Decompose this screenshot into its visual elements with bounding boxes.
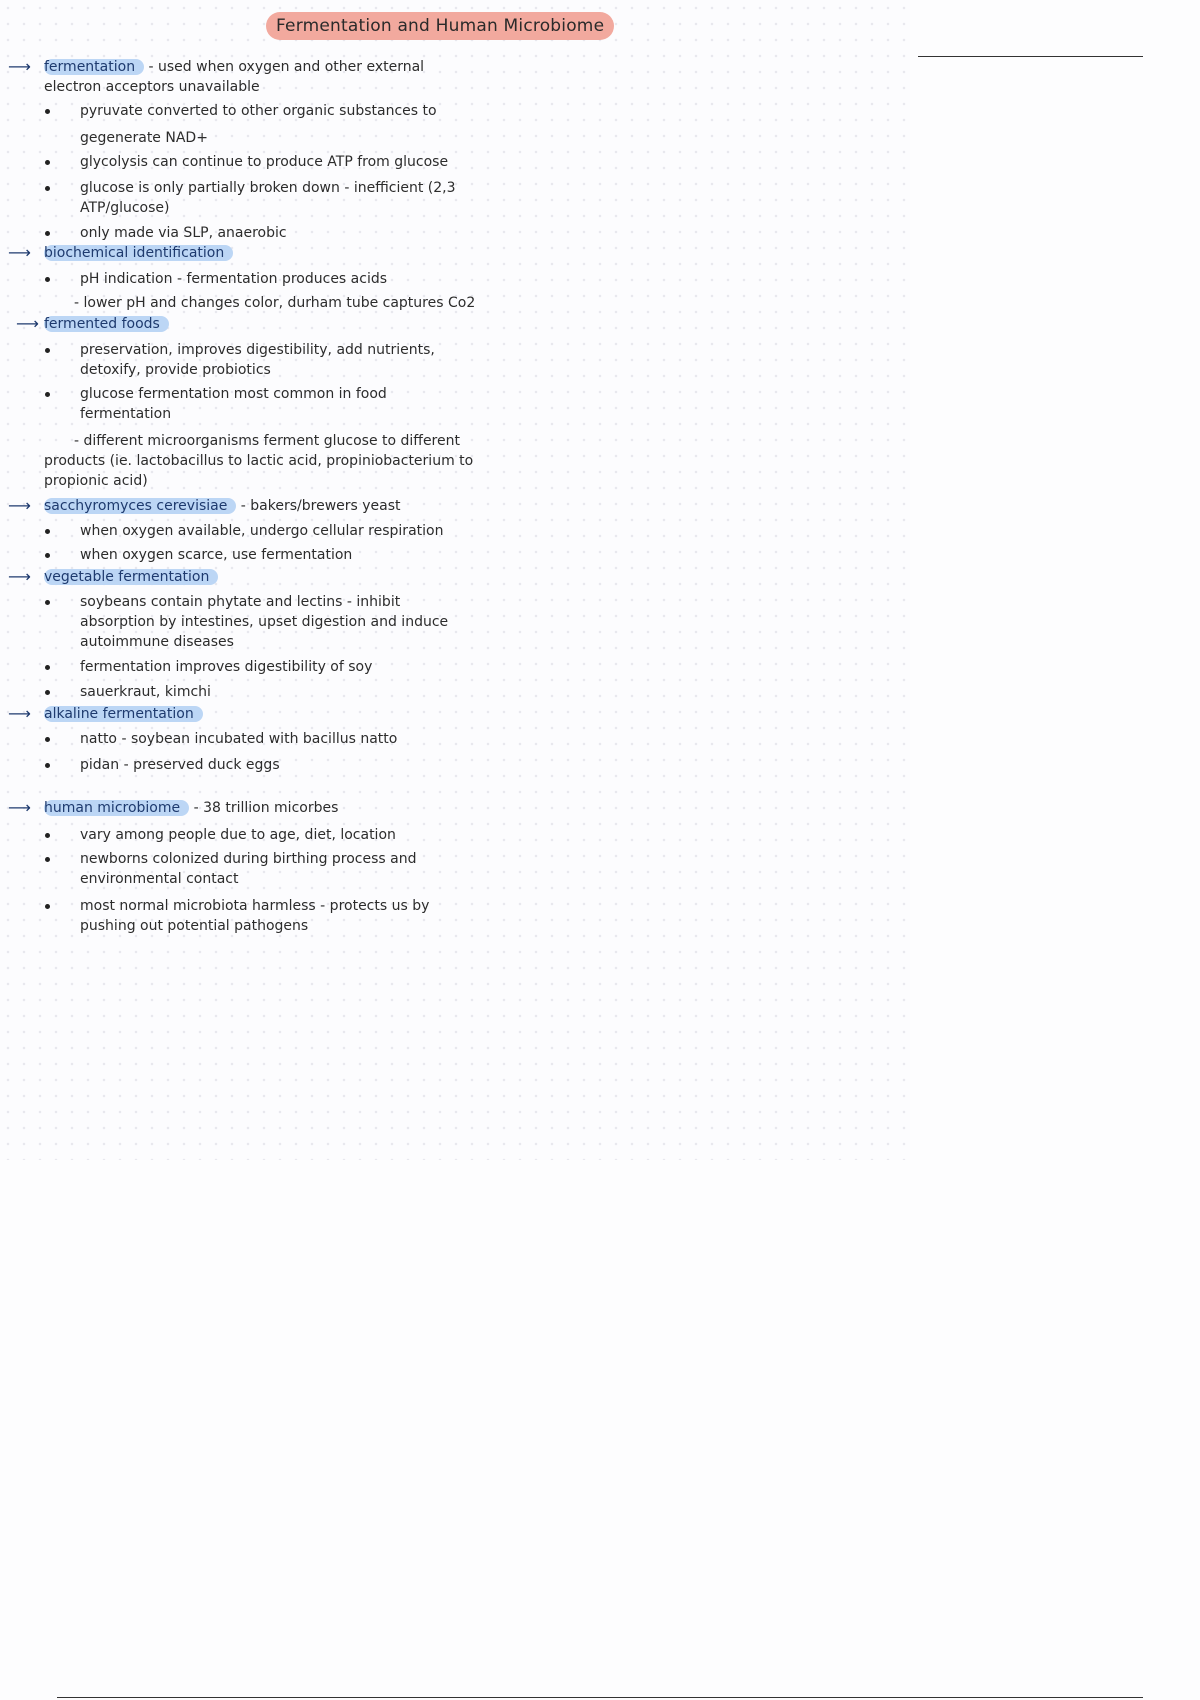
note-text: pyruvate converted to other organic substances to <box>80 103 437 119</box>
bullet-icon <box>45 904 50 909</box>
note-text: autoimmune diseases <box>80 634 234 650</box>
arrow-icon: ⟶ <box>8 496 31 515</box>
bullet-icon <box>45 392 50 397</box>
note-text: fermentation improves digestibility of soy <box>80 659 373 675</box>
bullet-icon <box>45 600 50 605</box>
note-text: when oxygen scarce, use fermentation <box>80 547 353 563</box>
bullet-icon <box>45 690 50 695</box>
bullet-icon <box>45 529 50 534</box>
note-text: glycolysis can continue to produce ATP from glucose <box>80 154 449 170</box>
note-text: detoxify, provide probiotics <box>80 362 271 378</box>
bullet-icon <box>45 348 50 353</box>
heading-line <box>44 798 338 818</box>
note-text: soybeans contain phytate and lectins - inhibit <box>80 594 401 610</box>
bullet-icon <box>45 737 50 742</box>
note-text: most normal microbiota harmless - protects us by <box>80 898 430 914</box>
note-text: fermentation <box>80 406 172 422</box>
note-text: glucose fermentation most common in food <box>80 386 387 402</box>
note-text: sauerkraut, kimchi <box>80 684 211 700</box>
margin-area <box>910 0 1200 1160</box>
heading-alkaline-fermentation: alkaline fermentation <box>44 706 203 722</box>
note-text: ATP/glucose) <box>80 200 170 216</box>
bullet-icon <box>45 231 50 236</box>
arrow-icon: ⟶ <box>16 314 39 333</box>
arrow-icon: ⟶ <box>8 798 31 817</box>
heading-line <box>44 496 401 516</box>
note-text: - different microorganisms ferment glucose to different <box>74 433 460 449</box>
note-text: natto - soybean incubated with bacillus natto <box>80 731 398 747</box>
note-text: gegenerate NAD+ <box>80 130 208 146</box>
heading-fermented-foods: fermented foods <box>44 316 169 332</box>
bullet-icon <box>45 553 50 558</box>
note-text: - lower pH and changes color, durham tube captures Co2 <box>74 295 476 311</box>
note-text: pidan - preserved duck eggs <box>80 757 280 773</box>
heading-line <box>44 704 203 724</box>
bottom-rule <box>57 1697 1143 1698</box>
note-text: propionic acid) <box>44 473 148 489</box>
note-text: newborns colonized during birthing process and <box>80 851 417 867</box>
heading-sacchyromyces-cerevisiae: sacchyromyces cerevisiae <box>44 498 236 514</box>
note-text: - used when oxygen and other external <box>148 59 425 75</box>
blank-page-area <box>0 1160 1200 1700</box>
bullet-icon <box>45 186 50 191</box>
arrow-icon: ⟶ <box>8 704 31 723</box>
bullet-icon <box>45 833 50 838</box>
note-text: when oxygen available, undergo cellular respiration <box>80 523 444 539</box>
heading-human-microbiome: human microbiome <box>44 800 189 816</box>
note-text: products (ie. lactobacillus to lactic acid, propiniobacterium to <box>44 453 474 469</box>
note-text: only made via SLP, anaerobic <box>80 225 287 241</box>
note-text: vary among people due to age, diet, location <box>80 827 396 843</box>
heading-line <box>44 57 424 77</box>
note-text: absorption by intestines, upset digestion and induce <box>80 614 449 630</box>
note-text: environmental contact <box>80 871 239 887</box>
note-text: - bakers/brewers yeast <box>240 498 401 514</box>
bullet-icon <box>45 763 50 768</box>
heading-fermentation: fermentation <box>44 59 144 75</box>
bullet-icon <box>45 277 50 282</box>
page-title: Fermentation and Human Microbiome <box>266 12 614 40</box>
heading-vegetable-fermentation: vegetable fermentation <box>44 569 218 585</box>
arrow-icon: ⟶ <box>8 57 31 76</box>
heading-line <box>44 314 169 334</box>
arrow-icon: ⟶ <box>8 243 31 262</box>
bullet-icon <box>45 109 50 114</box>
note-text: pushing out potential pathogens <box>80 918 309 934</box>
arrow-icon: ⟶ <box>8 567 31 586</box>
note-text: - 38 trillion micorbes <box>193 800 339 816</box>
bullet-icon <box>45 665 50 670</box>
heading-line <box>44 243 233 263</box>
note-text: preservation, improves digestibility, add nutrients, <box>80 342 435 358</box>
heading-biochemical-identification: biochemical identification <box>44 245 233 261</box>
bullet-icon <box>45 857 50 862</box>
note-text: glucose is only partially broken down - inefficient (2,3 <box>80 180 456 196</box>
note-text: pH indication - fermentation produces acids <box>80 271 388 287</box>
bullet-icon <box>45 160 50 165</box>
note-text: electron acceptors unavailable <box>44 79 260 95</box>
top-rule <box>918 56 1143 57</box>
heading-line <box>44 567 218 587</box>
